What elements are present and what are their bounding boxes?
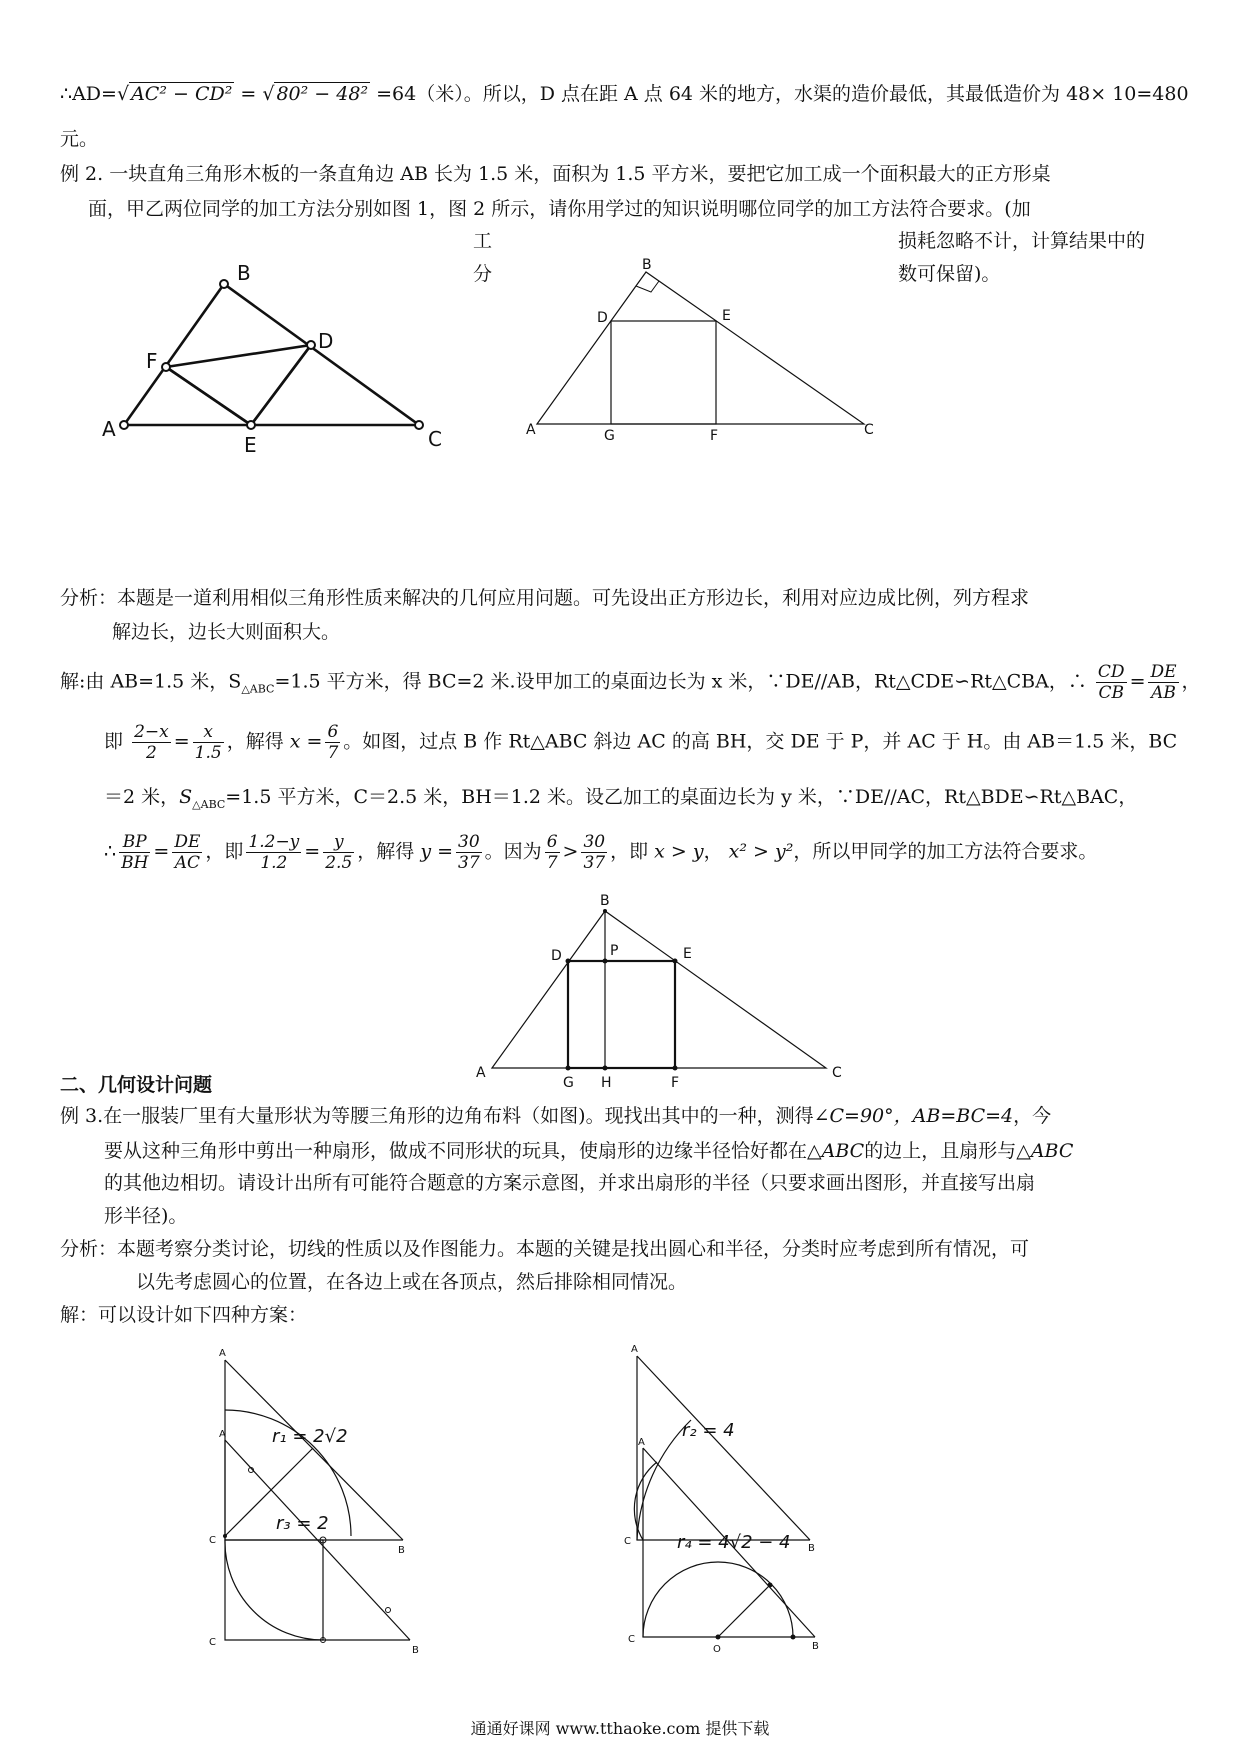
- label-c: C: [428, 427, 442, 451]
- label-b: B: [412, 1645, 419, 1656]
- sector-arc-r4: [643, 1562, 793, 1637]
- text: ，: [1181, 670, 1201, 693]
- label-d: D: [318, 329, 334, 353]
- numerator: 6: [546, 832, 558, 852]
- analysis-line1: 分析：本题是一道利用相似三角形性质来解决的几何应用问题。可先设出正方形边长，利用对应边成比例，列方程求: [60, 587, 1030, 609]
- denominator: 37: [458, 853, 480, 873]
- point: [768, 1583, 773, 1588]
- label-f: F: [710, 428, 719, 444]
- label-c: C: [209, 1535, 216, 1546]
- example2-fragment: 分: [473, 263, 493, 285]
- label-f: F: [146, 349, 158, 373]
- label-a: A: [102, 417, 116, 441]
- text: 即: [104, 730, 124, 753]
- upper-triangle-hyp: [637, 1356, 810, 1540]
- denominator: 7: [327, 743, 339, 763]
- radicand: 80² − 48²: [276, 83, 369, 105]
- text: ，今: [1013, 1105, 1052, 1127]
- label-b: B: [237, 261, 251, 285]
- text: ，解得: [357, 840, 415, 863]
- example2-line1: 例 2. 一块直角三角形木板的一条直角边 AB 长为 1.5 米，面积为 1.5 平方米，要把它加工成一个面积最大的正方形桌: [60, 163, 1051, 185]
- point: [716, 1635, 721, 1640]
- denominator: 1.5: [194, 743, 222, 763]
- numerator: y: [323, 832, 354, 853]
- math: y =: [420, 840, 454, 863]
- text: =: [240, 83, 257, 105]
- denominator: 37: [583, 853, 606, 873]
- label-c: C: [628, 1634, 635, 1645]
- label-b: B: [808, 1543, 815, 1554]
- numerator: DE: [1150, 662, 1177, 682]
- page-footer: 通通好课网 www.tthaoke.com 提供下载: [470, 1719, 770, 1738]
- label-c: C: [624, 1536, 631, 1547]
- label-p: P: [610, 943, 619, 959]
- math: △ABC: [807, 1140, 865, 1162]
- text: >: [562, 840, 579, 863]
- label-b: B: [642, 257, 652, 273]
- text: ＝2 米，: [104, 786, 180, 808]
- text: 的边上，且扇形与: [864, 1140, 1017, 1162]
- math: ∠C=90°，AB=BC=4: [813, 1105, 1014, 1127]
- label-h: H: [601, 1075, 612, 1091]
- solution2-line: 解：可以设计如下四种方案：: [60, 1304, 308, 1326]
- label-g: G: [604, 428, 615, 444]
- radicand: AC² − CD²: [131, 83, 233, 105]
- text: 解:由 AB=1.5 米，S: [60, 670, 242, 693]
- label-e: E: [244, 433, 257, 457]
- text: 要从这种三角形中剪出一种扇形，做成不同形状的玩具，使扇形的边缘半径恰好都在: [104, 1140, 808, 1162]
- text: ，: [703, 840, 723, 863]
- text: ∴AD=: [60, 83, 117, 105]
- example3-line4: 形半径)。: [104, 1205, 188, 1227]
- label-b: B: [398, 1545, 405, 1556]
- label-a: A: [219, 1429, 226, 1440]
- section-heading: 二、几何设计问题: [60, 1074, 213, 1096]
- numerator: 2−x: [134, 722, 169, 742]
- numerator: 30: [583, 832, 606, 852]
- math: △ABC: [1016, 1140, 1074, 1162]
- radius-label-r2: r₂ = 4: [682, 1420, 735, 1441]
- text: 。如图，过点 B 作 Rt△ABC 斜边 AC 的高 BH，交 DE 于 P，并 AC 于 H。由 AB＝1.5 米，BC: [343, 730, 1178, 753]
- denominator: AB: [1151, 683, 1176, 703]
- label-a: A: [526, 422, 536, 438]
- label-a: A: [638, 1437, 645, 1448]
- denominator: CB: [1098, 683, 1124, 703]
- sqrt-sign: √: [116, 83, 130, 105]
- text: =64（米）。所以，D 点在距 A 点 64 米的地方，水渠的造价最低，其最低造价为 48× 10=480: [376, 83, 1189, 105]
- denominator: AC: [174, 853, 201, 873]
- point: [791, 1635, 796, 1640]
- text: ，即: [205, 840, 244, 863]
- example2-fragment: 工: [473, 230, 493, 252]
- numerator: x: [193, 722, 224, 743]
- paragraph-line: 元。: [60, 128, 99, 150]
- label-c: C: [209, 1637, 216, 1648]
- text: 。因为: [484, 840, 542, 863]
- label-e: E: [683, 946, 692, 962]
- math: x² > y²: [728, 840, 794, 863]
- math: x =: [289, 730, 323, 753]
- numerator: BP: [119, 832, 150, 853]
- label-b: B: [812, 1641, 819, 1652]
- numerator: 6: [327, 722, 339, 742]
- label-a: A: [476, 1065, 486, 1081]
- analysis2-line2: 以先考虑圆心的位置，在各边上或在各顶点，然后排除相同情况。: [136, 1271, 688, 1293]
- radius-r4: [718, 1585, 770, 1637]
- denominator: 2.5: [325, 853, 353, 873]
- solution-line4: ∴ $\frac{BP}{BH}$ = $\frac{DE}{AC}$ ，即 $\frac{1.2-y}{1.2}$ = $\frac{y}{2.5}$ ，解得 y = $\frac{30}{37}$ 。因为 $\frac{6}{7}$ > $\frac{30}{37}$ ，即 x > y， x² > y²，所以甲同学的加工方法符合要求。: [104, 832, 1098, 873]
- denominator: 7: [546, 853, 558, 873]
- denominator: 2: [145, 743, 157, 763]
- label-d: D: [597, 310, 608, 326]
- text: =1.5 平方米，得 BC=2 米.设甲加工的桌面边长为 x 米，∵DE//AB，Rt△CDE∽Rt△CBA，∴: [274, 670, 1087, 693]
- label-b: B: [600, 893, 610, 909]
- numerator: DE: [174, 832, 201, 852]
- denominator: 1.2: [260, 853, 288, 873]
- text: =: [1129, 670, 1146, 693]
- solution-line2: 即 $\frac{2-x}{2}$ = $\frac{x}{1.5}$ ，解得 x = $\frac{6}{7}$ 。如图，过点 B 作 Rt△ABC 斜边 AC 的高 BH，交 DE 于 P，并 AC 于 H。由 AB＝1.5 米，BC: [104, 722, 1178, 763]
- numerator: CD: [1097, 662, 1125, 682]
- label-o: O: [713, 1644, 721, 1655]
- radius-label-r3: r₃ = 2: [276, 1513, 329, 1534]
- numerator: 30: [458, 832, 480, 852]
- example2-fragment: 损耗忽略不计，计算结果中的: [898, 230, 1146, 252]
- subscript: △ABC: [192, 797, 226, 811]
- text: 例 3.在一服装厂里有大量形状为等腰三角形的边角布料（如图)。现找出其中的一种，测得: [60, 1105, 814, 1127]
- radius-label-r4: r₄ = 4√2 − 4: [677, 1532, 791, 1553]
- analysis-line2: 解边长，边长大则面积大。: [112, 621, 341, 643]
- math: x > y: [654, 840, 704, 863]
- text: ∴: [104, 840, 117, 863]
- example3-line3: 的其他边相切。请设计出所有可能符合题意的方案示意图，并求出扇形的半径（只要求画出图形，并直接写出扇: [104, 1172, 1036, 1194]
- text: ，所以甲同学的加工方法符合要求。: [793, 840, 1098, 863]
- math: S: [179, 786, 193, 808]
- label-c: C: [864, 422, 874, 438]
- example2-fragment: 数可保留)。: [898, 263, 1001, 285]
- label-c: C: [832, 1065, 842, 1081]
- label-e: E: [722, 308, 731, 324]
- text: ，解得: [226, 730, 284, 753]
- label-a: A: [631, 1344, 638, 1355]
- numerator: 1.2−y: [248, 832, 300, 852]
- example2-line2: 面，甲乙两位同学的加工方法分别如图 1，图 2 所示，请你用学过的知识说明哪位同学的加工方法符合要求。(加: [88, 198, 1031, 220]
- analysis2-line1: 分析：本题考察分类讨论，切线的性质以及作图能力。本题的关键是找出圆心和半径，分类时应考虑到所有情况，可: [60, 1238, 1030, 1260]
- text: ，即: [610, 840, 649, 863]
- label-g: G: [563, 1075, 574, 1091]
- sqrt-sign: √: [262, 83, 275, 105]
- radius-label-r1: r₁ = 2√2: [272, 1426, 348, 1447]
- text: =1.5 平方米，C＝2.5 米，BH＝1.2 米。设乙加工的桌面边长为 y 米，∵DE//AC，Rt△BDE∽Rt△BAC，: [225, 786, 1138, 808]
- label-f: F: [671, 1075, 680, 1091]
- label-d: D: [551, 948, 562, 964]
- denominator: BH: [121, 853, 149, 873]
- subscript: △ABC: [241, 682, 275, 696]
- label-a: A: [219, 1348, 226, 1359]
